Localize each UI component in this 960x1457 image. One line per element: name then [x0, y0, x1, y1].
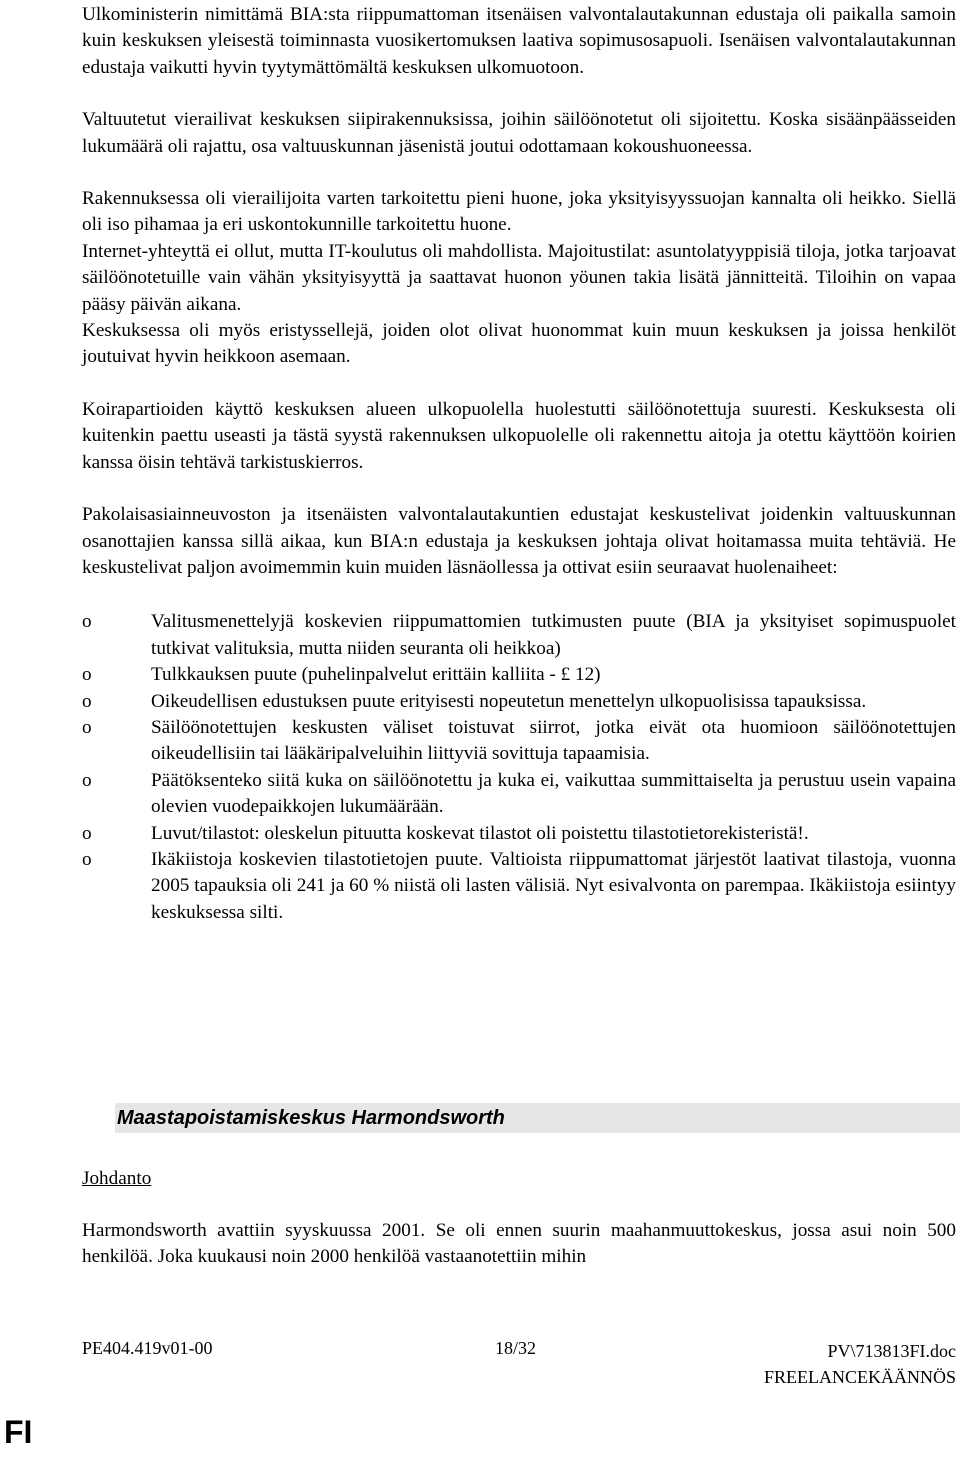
list-item: o Valitusmenettelyjä koskevien riippumattomien tutkimusten puute (BIA ja yksityiset sopimuspuolet tutkivat valituksia, mutta niiden seuranta oli heikkoa) — [82, 611, 956, 659]
list-item: o Oikeudellisen edustuksen puute erityisesti nopeutetun menettelyn ulkopuolisissa tapauksissa. — [82, 689, 956, 715]
bullet-marker: o — [82, 822, 92, 844]
subheading: Johdanto — [82, 1168, 152, 1189]
list-item: o Päätöksenteko siitä kuka on säilöönotettu ja kuka ei, vaikuttaa summittaiselta ja perustuu usein vapaina olevien vuodepaikkojen lukumäärään. — [82, 769, 956, 818]
paragraph: Keskuksessa oli myös eristyssellejä, joiden olot olivat huonommat kuin muun keskuksen ja joissa henkilöt joutuivat hyvin heikkoon asemaan. — [82, 320, 956, 368]
bullet-marker: o — [82, 769, 92, 791]
list-item: o Luvut/tilastot: oleskelun pituutta koskevat tilastot oli poistettu tilastotietorekisteristä!. — [82, 821, 956, 847]
section-heading-band — [115, 1103, 960, 1133]
footer-file-name: PV\713813FI.doc — [827, 1341, 956, 1361]
language-code: FI — [4, 1414, 33, 1450]
paragraph: Koirapartioiden käyttö keskuksen alueen ulkopuolella huolestutti säilöönotettuja suuresti. Keskuksesta oli kuitenkin paettu useasti ja tästä syystä rakennuksen ulkopuolelle oli rakennettu aitoja ja otettu käyttöön koirien kanssa öisin tehtävä tarkistuskierros. — [82, 398, 956, 473]
paragraph: Internet-yhteyttä ei ollut, mutta IT-koulutus oli mahdollista. Majoitustilat: asuntolatyyppisiä tiloja, jotka tarjoavat säilöönotetuille vain vähän yksityisyyttä ja saattavat huonon yöunen takia lisätä jännitteitä. Tiloihin on vapaa pääsy päivän aikana. — [82, 240, 956, 315]
bullet-marker: o — [82, 611, 92, 633]
intro-paragraph: Harmondsworth avattiin syyskuussa 2001. Se oli ennen suurin maahanmuuttokeskus, jossa asui noin 500 henkilöä. Joka kuukausi noin 2000 henkilöä vastaanotettiin mihin — [82, 1220, 956, 1268]
section-heading: Maastapoistamiskeskus Harmondsworth — [117, 1107, 505, 1129]
bullet-marker: o — [82, 664, 92, 686]
bullet-marker: o — [82, 716, 92, 738]
list-item: o Tulkkauksen puute (puhelinpalvelut erittäin kalliita - £ 12) — [82, 662, 956, 688]
paragraph: Rakennuksessa oli vierailijoita varten tarkoitettu pieni huone, joka yksityisyyssuojan kannalta oli heikko. Siellä oli iso pihamaa ja eri uskontokunnille tarkoitettu huone. — [82, 188, 956, 236]
paragraph: Valtuutetut vierailivat keskuksen siipirakennuksissa, joihin säilöönotetut oli sijoitettu. Koska sisäänpäässeiden lukumäärä oli rajattu, osa valtuuskunnan jäsenistä joutui odottamaan kokoushuoneessa. — [82, 109, 956, 157]
footer-file-info — [764, 1338, 956, 1390]
footer-doc-ref: PE404.419v01-00 — [82, 1338, 213, 1358]
paragraph: Pakolaisasiainneuvoston ja itsenäisten valvontalautakuntien edustajat keskustelivat joidenkin valtuuskunnan osanottajien kanssa sillä aikaa, kun BIA:n edustaja ja keskuksen johtaja olivat hoitamassa muita tehtäviä. He keskustelivat paljon avoimemmin kuin muiden läsnäollessa ja ottivat esiin seuraavat huolenaiheet: — [82, 504, 956, 578]
footer-page-number: 18/32 — [495, 1338, 537, 1358]
footer-translation-note: FREELANCEKÄÄNNÖS — [763, 1367, 956, 1387]
bullet-marker: o — [82, 690, 92, 712]
concerns-list — [82, 609, 956, 926]
list-item: o Säilöönotettujen keskusten väliset toistuvat siirrot, jotka eivät ota huomioon säilöönotettujen oikeudellisiin tai lääkäripalveluihin liittyviä sovittuja tapaamisia. — [82, 716, 956, 765]
document-body — [82, 2, 956, 926]
bullet-marker: o — [82, 848, 92, 870]
paragraph: Ulkoministerin nimittämä BIA:sta riippumattoman itsenäisen valvontalautakunnan edustaja oli paikalla samoin kuin keskuksen yleisestä toiminnasta vuosikertomuksen laativa sopimusosapuoli. Isenäisen valvontalautakunnan edustaja vaikutti hyvin tyytymättömältä keskuksen ulkomuotoon. — [82, 4, 956, 78]
list-item: o Ikäkiistoja koskevien tilastotietojen puute. Valtioista riippumattomat järjestöt laativat tilastoja, vuonna 2005 tapauksia oli 241 ja 60 % niistä oli lasten välisiä. Nyt esivalvonta on parempaa. Ikäkiistoja esiintyy keskuksessa silti. — [82, 848, 956, 923]
